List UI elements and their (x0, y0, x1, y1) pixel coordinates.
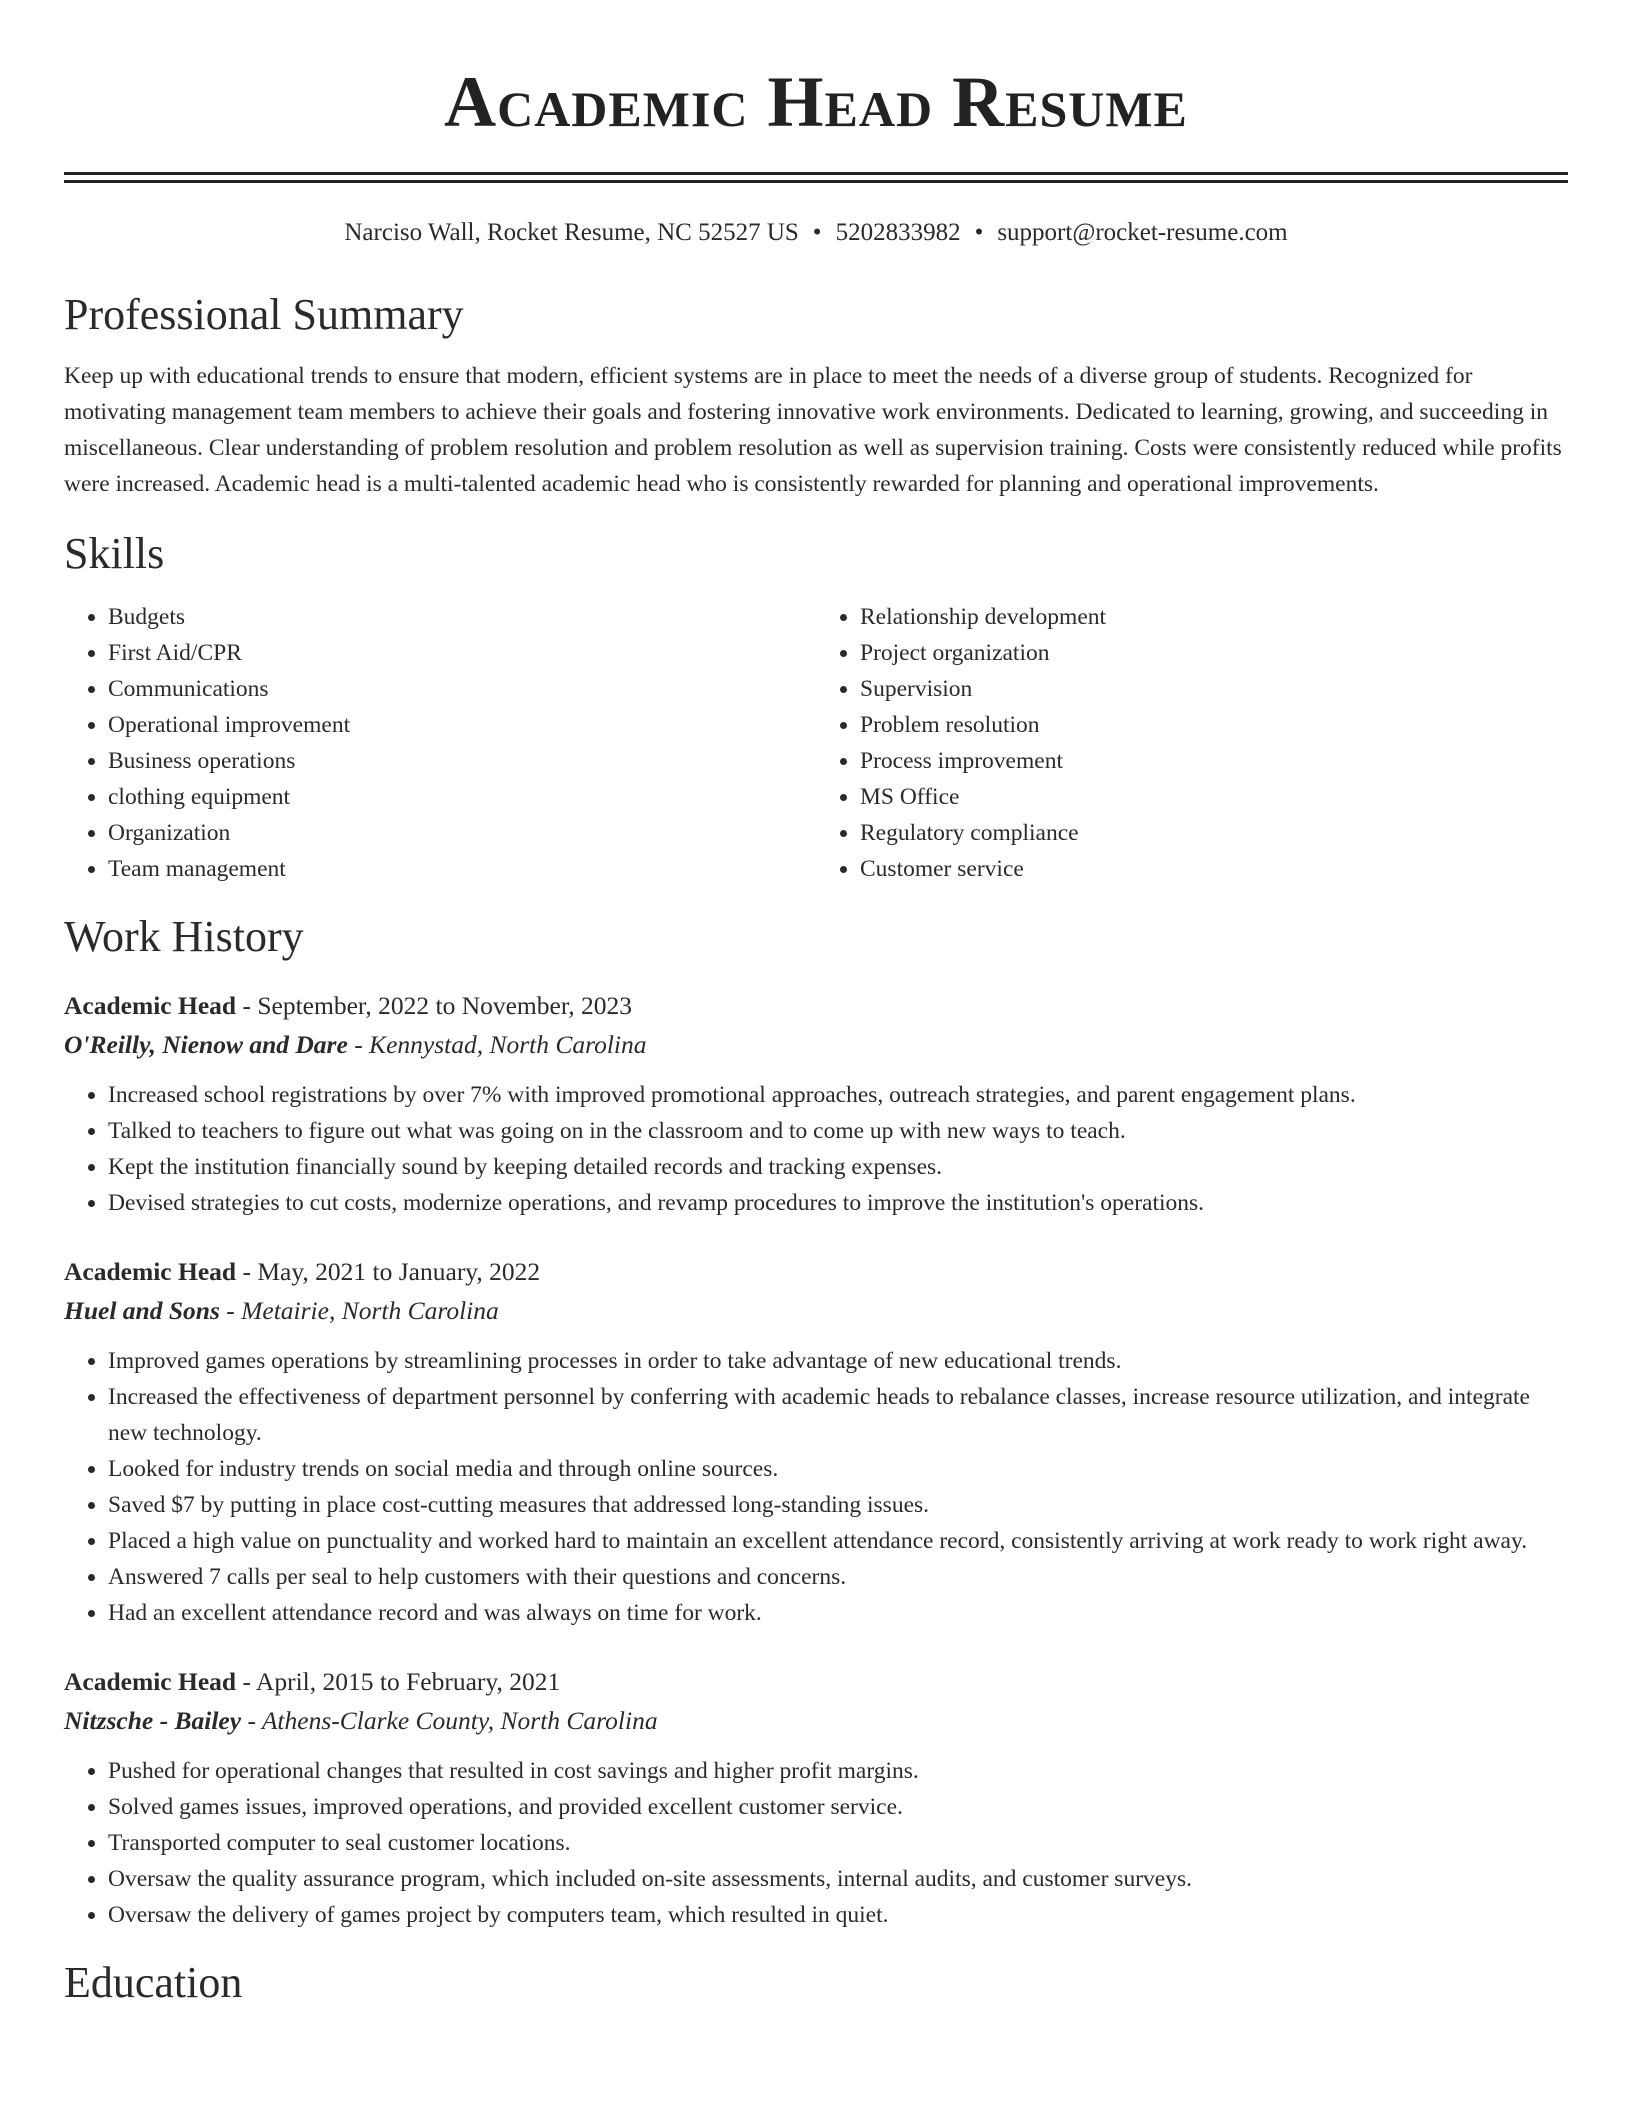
job-bullets (64, 1343, 1568, 1631)
skill-item: • clothing equipment (108, 779, 816, 815)
skills-list-left (64, 599, 816, 887)
job-bullet: • Answered 7 calls per seal to help customers with their questions and concerns. (108, 1559, 1568, 1595)
job-bullet: • Talked to teachers to figure out what was going on in the classroom and to come up with new ways to teach. (108, 1113, 1568, 1149)
skill-item: • Supervision (860, 671, 1568, 707)
job-company-line (64, 1701, 1568, 1741)
job-bullet: • Oversaw the delivery of games project by computers team, which resulted in quiet. (108, 1897, 1568, 1933)
skill-item: • First Aid/CPR (108, 635, 816, 671)
skill-item: • Problem resolution (860, 707, 1568, 743)
title-divider-top (64, 172, 1568, 175)
skills-columns (64, 599, 1568, 887)
job-location: - Kennystad, North Carolina (347, 1030, 647, 1060)
job-company: O'Reilly, Nienow and Dare (64, 1030, 348, 1060)
job-bullets (64, 1077, 1568, 1221)
job-entry (64, 1253, 1568, 1631)
job-title: Academic Head (64, 991, 237, 1021)
job-bullet: • Devised strategies to cut costs, modernize operations, and revamp procedures to improve the institution's operations. (108, 1185, 1568, 1221)
job-title: Academic Head (64, 1257, 237, 1287)
job-bullet: • Oversaw the quality assurance program, which included on-site assessments, internal audits, and customer surveys. (108, 1861, 1568, 1897)
title-divider-bottom (64, 180, 1568, 183)
contact-email: support@rocket-resume.com (997, 219, 1288, 246)
skill-item: • Team management (108, 851, 816, 887)
skills-heading: Skills (64, 528, 165, 578)
skill-item: • MS Office (860, 779, 1568, 815)
job-dates: - September, 2022 to November, 2023 (236, 991, 633, 1021)
skill-item: • Operational improvement (108, 707, 816, 743)
job-bullet: • Increased the effectiveness of department personnel by conferring with academic heads to rebalance classes, increase resource utilization, and integrate new technology. (108, 1379, 1568, 1451)
contact-phone: 5202833982 (835, 219, 961, 246)
skill-item: • Organization (108, 815, 816, 851)
job-title-line (64, 1663, 1568, 1701)
job-company-line (64, 1291, 1568, 1331)
job-bullet: • Solved games issues, improved operations, and provided excellent customer service. (108, 1789, 1568, 1825)
job-location: - Athens-Clarke County, North Carolina (241, 1706, 658, 1736)
job-bullet: • Transported computer to seal customer locations. (108, 1825, 1568, 1861)
education-heading: Education (64, 1958, 243, 2008)
job-title-line (64, 1253, 1568, 1291)
job-company: Huel and Sons (64, 1296, 220, 1326)
contact-line (64, 219, 1568, 247)
job-bullet: • Pushed for operational changes that resulted in cost savings and higher profit margins. (108, 1753, 1568, 1789)
job-dates: - April, 2015 to February, 2021 (236, 1667, 561, 1697)
job-company: Nitzsche - Bailey (64, 1706, 242, 1736)
summary-heading: Professional Summary (64, 290, 464, 339)
job-bullet: • Looked for industry trends on social media and through online sources. (108, 1451, 1568, 1487)
contact-address: Narciso Wall, Rocket Resume, NC 52527 US (344, 219, 799, 246)
job-company-line (64, 1025, 1568, 1065)
resume-title: Academic Head Resume (444, 62, 1188, 142)
job-title: Academic Head (64, 1667, 237, 1697)
contact-separator: • (974, 219, 984, 246)
job-entry (64, 1663, 1568, 1933)
job-title-line (64, 987, 1568, 1025)
skill-item: • Process improvement (860, 743, 1568, 779)
skill-item: • Relationship development (860, 599, 1568, 635)
job-bullet: • Placed a high value on punctuality and worked hard to maintain an excellent attendance record, consistently arriving at work ready to work right away. (108, 1523, 1568, 1559)
skills-list-right (816, 599, 1568, 887)
work-history-heading: Work History (64, 911, 304, 961)
summary-text: Keep up with educational trends to ensure that modern, efficient systems are in place to meet the needs of a diverse group of students. Recognized for motivating management team members to achieve their goals and fostering innovative work environments. Dedicated to learning, growing, and succeeding in miscellaneous. Clear understanding of problem resolution and problem resolution as well as supervision training. Costs were consistently reduced while profits were increased. Academic head is a multi-talented academic head who is consistently rewarded for planning and operational improvements. (64, 362, 1562, 497)
skill-item: • Budgets (108, 599, 816, 635)
job-dates: - May, 2021 to January, 2022 (236, 1257, 541, 1287)
skill-item: • Customer service (860, 851, 1568, 887)
contact-separator: • (812, 219, 822, 246)
job-bullet: • Had an excellent attendance record and was always on time for work. (108, 1595, 1568, 1631)
skill-item: • Business operations (108, 743, 816, 779)
job-bullet: • Improved games operations by streamlining processes in order to take advantage of new educational trends. (108, 1343, 1568, 1379)
job-entry (64, 987, 1568, 1221)
job-bullet: • Increased school registrations by over 7% with improved promotional approaches, outreach strategies, and parent engagement plans. (108, 1077, 1568, 1113)
job-bullet: • Kept the institution financially sound by keeping detailed records and tracking expenses. (108, 1149, 1568, 1185)
job-bullet: • Saved $7 by putting in place cost-cutting measures that addressed long-standing issues. (108, 1487, 1568, 1523)
skill-item: • Project organization (860, 635, 1568, 671)
skill-item: • Regulatory compliance (860, 815, 1568, 851)
job-location: - Metairie, North Carolina (219, 1296, 499, 1326)
skill-item: • Communications (108, 671, 816, 707)
job-bullets (64, 1753, 1568, 1933)
